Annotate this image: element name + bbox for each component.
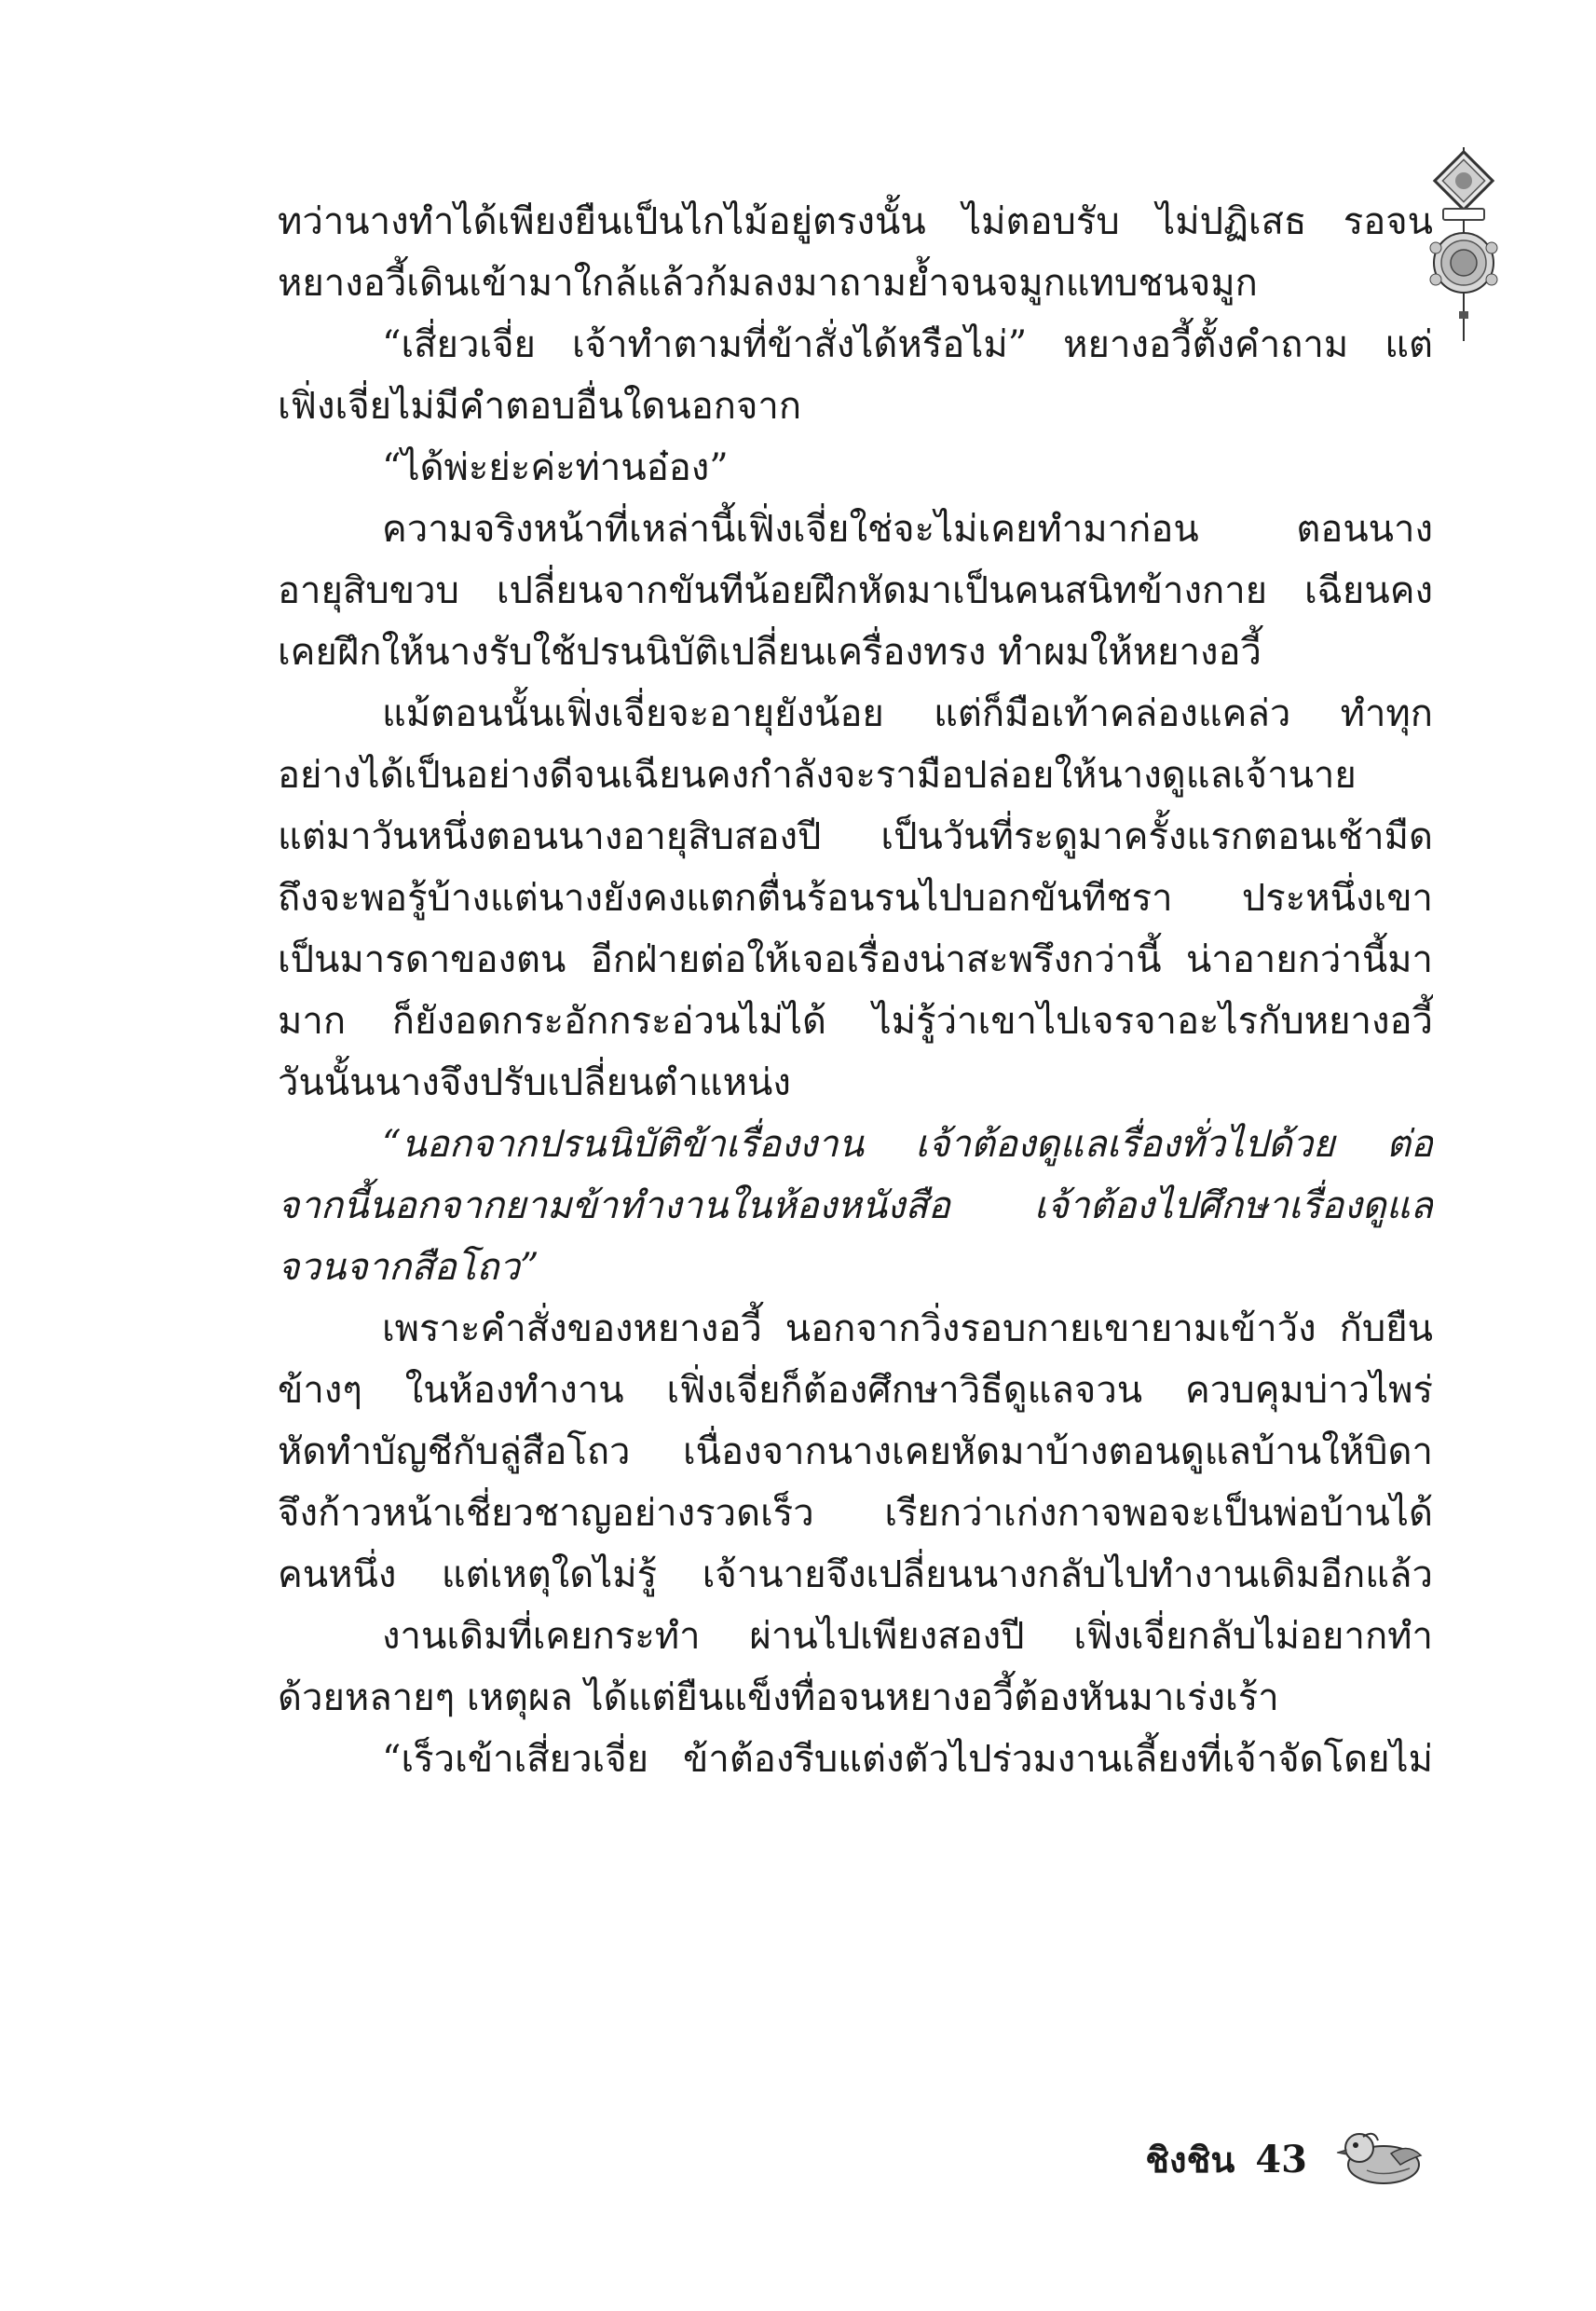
text-line: อายุสิบขวบ เปลี่ยนจากขันทีน้อยฝึกหัดมาเป็นคนสนิทข้างกาย เฉียนคง <box>278 569 1433 612</box>
text-line: แต่มาวันหนึ่งตอนนางอายุสิบสองปี เป็นวันที่ระดูมาครั้งแรกตอนเช้ามืด <box>278 815 1433 858</box>
text-line: “ได้พ่ะย่ะค่ะท่านอ๋อง” <box>382 446 729 489</box>
page-number: 43 <box>1255 2137 1307 2181</box>
text-line: คนหนึ่ง แต่เหตุใดไม่รู้ เจ้านายจึงเปลี่ยนนางกลับไปทำงานเดิมอีกแล้ว <box>278 1553 1433 1596</box>
text-line: ทว่านางทำได้เพียงยืนเป็นไกไม้อยู่ตรงนั้น ไม่ตอบรับ ไม่ปฏิเสธ รอจน <box>278 200 1433 243</box>
text-line: แม้ตอนนั้นเฟิ่งเจี่ยจะอายุยังน้อย แต่ก็มือเท้าคล่องแคล่ว ทำทุก <box>382 692 1433 735</box>
text-line: จากนี้นอกจากยามข้าทำงานในห้องหนังสือ เจ้าต้องไปศึกษาเรื่องดูแล <box>278 1184 1433 1227</box>
text-line: หยางอวี้เดินเข้ามาใกล้แล้วก้มลงมาถามย้ำจนจมูกแทบชนจมูก <box>278 262 1258 305</box>
text-line: เฟิ่งเจี่ยไม่มีคำตอบอื่นใดนอกจาก <box>278 385 802 428</box>
body-text <box>278 191 1433 1790</box>
book-title: ชิงชิน <box>1145 2138 1235 2181</box>
text-line: “เร็วเข้าเสี่ยวเจี่ย ข้าต้องรีบแต่งตัวไปร่วมงานเลี้ยงที่เจ้าจัดโดยไม่ <box>382 1738 1433 1781</box>
text-line: งานเดิมที่เคยกระทำ ผ่านไปเพียงสองปี เฟิ่งเจี่ยกลับไม่อยากทำ <box>382 1615 1433 1658</box>
text-line: ข้างๆ ในห้องทำงาน เฟิ่งเจี่ยก็ต้องศึกษาวิธีดูแลจวน ควบคุมบ่าวไพร่ <box>278 1369 1433 1412</box>
text-line: เป็นมารดาของตน อีกฝ่ายต่อให้เจอเรื่องน่าสะพรึงกว่านี้ น่าอายกว่านี้มา <box>278 938 1433 981</box>
text-line: มาก ก็ยังอดกระอักกระอ่วนไม่ได้ ไม่รู้ว่าเขาไปเจรจาอะไรกับหยางอวี้ <box>278 1000 1433 1043</box>
text-line: “เสี่ยวเจี่ย เจ้าทำตามที่ข้าสั่งได้หรือไม่” หยางอวี้ตั้งคำถาม แต่ <box>382 323 1433 366</box>
text-line: ด้วยหลายๆ เหตุผล ได้แต่ยืนแข็งทื่อจนหยางอวี้ต้องหันมาเร่งเร้า <box>278 1676 1279 1719</box>
page-footer <box>1145 2117 1428 2201</box>
text-line: เพราะคำสั่งของหยางอวี้ นอกจากวิ่งรอบกายเขายามเข้าวัง กับยืน <box>382 1307 1433 1350</box>
text-line: หัดทำบัญชีกับลู่สือโถว เนื่องจากนางเคยหัดมาบ้างตอนดูแลบ้านให้บิดา <box>278 1430 1433 1473</box>
text-line: “นอกจากปรนนิบัติข้าเรื่องงาน เจ้าต้องดูแลเรื่องทั่วไปด้วย ต่อ <box>382 1123 1433 1166</box>
mandarin-duck-icon <box>1335 2122 1428 2196</box>
text-line: วันนั้นนางจึงปรับเปลี่ยนตำแหน่ง <box>278 1061 791 1104</box>
text-line: จวนจากสือโถว” <box>278 1246 539 1289</box>
chinese-knot-ornament-icon <box>1423 147 1505 343</box>
text-line: จึงก้าวหน้าเชี่ยวชาญอย่างรวดเร็ว เรียกว่าเก่งกาจพอจะเป็นพ่อบ้านได้ <box>278 1492 1433 1535</box>
text-line: อย่างได้เป็นอย่างดีจนเฉียนคงกำลังจะรามือปล่อยให้นางดูแลเจ้านาย <box>278 754 1357 797</box>
text-line: ถึงจะพอรู้บ้างแต่นางยังคงแตกตื่นร้อนรนไปบอกขันทีชรา ประหนึ่งเขา <box>278 877 1433 920</box>
text-line: เคยฝึกให้นางรับใช้ปรนนิบัติเปลี่ยนเครื่องทรง ทำผมให้หยางอวี้ <box>278 631 1262 674</box>
text-line: ความจริงหน้าที่เหล่านี้เฟิ่งเจี่ยใช่จะไม่เคยทำมาก่อน ตอนนาง <box>382 508 1433 551</box>
